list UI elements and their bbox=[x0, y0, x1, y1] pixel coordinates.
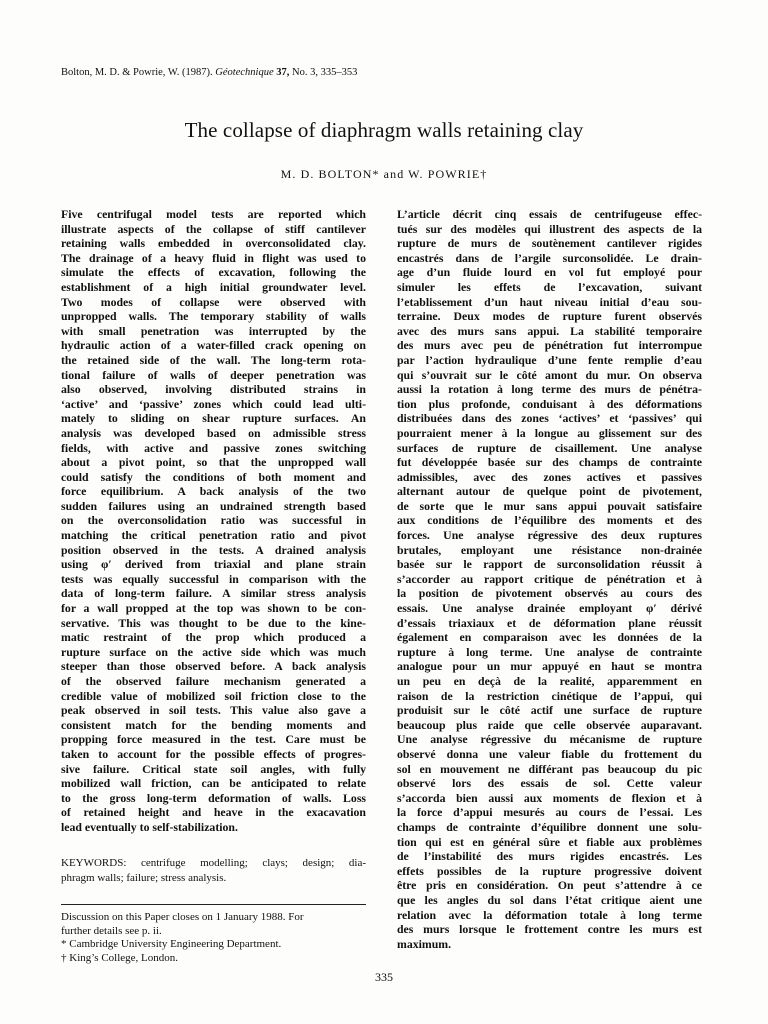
citation-journal: Géotechnique bbox=[215, 67, 274, 78]
abstract-fr-line: rupture à long terme. Une analyse de contrainte bbox=[397, 644, 702, 659]
abstract-fr-line: maximum. bbox=[397, 936, 452, 951]
abstract-fr-line: également en comparaison avec les données de la bbox=[397, 630, 702, 645]
abstract-en-line: of the observed failure mechanism generated a bbox=[61, 674, 366, 688]
abstract-fr-line: qui s’ouvrait sur le côté amont du mur. On observa bbox=[397, 367, 702, 382]
abstract-en-line: could satisfy the conditions of both moment and bbox=[61, 469, 366, 484]
abstract-fr-line: forces. Une analyse régressive des deux ruptures bbox=[397, 528, 702, 543]
abstract-fr-line: alternant autour de quelque point de pivotement, bbox=[397, 484, 702, 499]
paper-authors: M. D. BOLTON* and W. POWRIE† bbox=[280, 167, 488, 181]
abstract-en-line: of retained height and heave in the exacavation bbox=[61, 805, 366, 820]
abstract-fr-line: sol en mouvement ne différant pas beaucoup du pic bbox=[397, 761, 702, 776]
abstract-fr-line: d’essais triaxiaux et de déformation plane réussit bbox=[397, 615, 702, 630]
abstract-en-line: propping force measured in the test. Care must be bbox=[61, 732, 366, 747]
abstract-en-line: also observed, involving distributed strains in bbox=[61, 382, 366, 397]
abstract-en-line: illustrate aspects of the collapse of stiff cantilever bbox=[61, 221, 366, 236]
abstract-en-line: simulate the effects of excavation, following the bbox=[61, 265, 366, 280]
abstract-fr-line: aussi la rotation à long terme des murs de pénétra- bbox=[397, 382, 702, 397]
abstract-fr-line: être pris en considération. On peut s’attendre à ce bbox=[397, 878, 702, 893]
abstract-fr-line: fut développée basée sur des champs de contrainte bbox=[397, 455, 702, 470]
abstract-en-line: about a pivot point, so that the unpropped wall bbox=[61, 455, 366, 470]
abstract-en-line: taken to account for the possible effects of progres- bbox=[61, 746, 366, 761]
abstract-en-line: mately to sliding on shear rupture surfaces. An bbox=[61, 411, 366, 426]
abstract-en-line: peak observed in soil tests. This value also gave a bbox=[61, 703, 366, 718]
abstract-fr-line: distribuées dans des zones ‘actives’ et ‘passives’ qui bbox=[397, 411, 702, 426]
abstract-french bbox=[397, 207, 702, 951]
abstract-fr-line: tion qui est en général sûre et fiable aux problèmes bbox=[397, 834, 702, 849]
abstract-fr-line: analogue pour un mur appuyé en haut se montra bbox=[397, 659, 702, 674]
abstract-fr-line: aux conditions de l’équilibre des moments et des bbox=[397, 513, 702, 528]
abstract-english bbox=[61, 207, 366, 835]
abstract-fr-line: simuler les effets de l’excavation, suivant bbox=[397, 279, 702, 294]
abstract-fr-line: relation avec la déformation totale à long terme bbox=[397, 907, 702, 922]
abstract-en-line: steeper than those observed before. A back analysis bbox=[61, 659, 366, 674]
keywords-line: phragm walls; failure; stress analysis. bbox=[61, 872, 227, 884]
page-number: 335 bbox=[375, 970, 393, 984]
citation-header bbox=[61, 66, 701, 80]
abstract-en-line: the retained side of the wall. The long-term rota- bbox=[61, 352, 366, 367]
paper-title: The collapse of diaphragm walls retaining clay bbox=[184, 118, 584, 142]
abstract-en-line: on the overconsolidation ratio was successful in bbox=[61, 513, 366, 528]
abstract-fr-line: encastrés dans de l’argile surconsolidée. Le drain- bbox=[397, 250, 702, 265]
abstract-en-line: matching the critical penetration ratio and pivot bbox=[61, 528, 366, 543]
keywords bbox=[61, 856, 366, 886]
abstract-en-line: rupture surface on the active side which was much bbox=[61, 644, 366, 659]
abstract-en-line: using φ′ derived from triaxial and plane strain bbox=[61, 557, 366, 572]
abstract-fr-line: que les angles du sol dans l’état critique aient une bbox=[397, 892, 702, 907]
citation-prefix: Bolton, M. D. & Powrie, W. (1987). bbox=[61, 67, 216, 78]
abstract-fr-line: observé lors des essais de sol. Cette valeur bbox=[397, 776, 702, 791]
abstract-en-line: fields, with active and passive zones switching bbox=[61, 440, 366, 455]
abstract-fr-line: basée sur le rapport de surconsolidation réussit à bbox=[397, 557, 702, 572]
abstract-en-line: Two modes of collapse were observed with bbox=[61, 294, 366, 309]
abstract-en-line: The drainage of a heavy fluid in flight was used to bbox=[61, 250, 366, 265]
abstract-en-line: establishment of a high initial groundwater level. bbox=[61, 279, 366, 294]
abstract-fr-line: rupture de murs de soutènement cantilever rigides bbox=[397, 236, 702, 251]
citation-volume: 37, bbox=[276, 67, 290, 78]
abstract-en-line: unpropped walls. The temporary stability of walls bbox=[61, 309, 366, 324]
abstract-en-line: consistent match for the bending moments and bbox=[61, 717, 366, 732]
abstract-fr-line: beaucoup plus raide que celle observée auparavant. bbox=[397, 717, 702, 732]
abstract-fr-line: pourraient mener à la longue au glissement sur des bbox=[397, 425, 702, 440]
abstract-fr-line: raison de la restriction cinétique de l’appui, qui bbox=[397, 688, 702, 703]
abstract-fr-line: un peu en deçà de la realité, apparemment en bbox=[397, 674, 702, 688]
abstract-fr-line: par l’action hydraulique d’une fente remplie d’eau bbox=[397, 352, 702, 367]
abstract-fr-line: de sorte que le mur sans appui pouvait satisfaire bbox=[397, 498, 702, 513]
abstract-fr-line: s’accorder au rapport critique de pénétration et à bbox=[397, 571, 702, 586]
abstract-fr-line: brutales, employant une résistance non-drainée bbox=[397, 542, 702, 557]
abstract-fr-line: champs de contrainte d’équilibre donnent une solu- bbox=[397, 819, 702, 834]
footnotes-line: Discussion on this Paper closes on 1 January 1988. For bbox=[61, 911, 304, 923]
abstract-en-line: ‘active’ and ‘passive’ zones which could lead ulti- bbox=[61, 396, 366, 411]
abstract-fr-line: s’accorda bien aussi aux moments de flexion et à bbox=[397, 790, 702, 805]
abstract-en-line: credible value of mobilized soil friction close to the bbox=[61, 688, 366, 703]
abstract-fr-line: essais. Une analyse drainée employant φ′ dérivé bbox=[397, 601, 702, 616]
abstract-fr-line: age d’un fluide lourd en vol fut employé pour bbox=[397, 265, 702, 280]
abstract-en-line: hydraulic action of a water-filled crack opening on bbox=[61, 338, 366, 353]
abstract-fr-line: la force d’appui mesurés au cours de l’essai. Les bbox=[397, 805, 702, 820]
abstract-fr-line: tion plus profonde, conduisant à des déformations bbox=[397, 396, 702, 411]
abstract-fr-line: des murs lorsque le frottement contre les murs est bbox=[397, 922, 702, 937]
abstract-en-line: with small penetration was interrupted by the bbox=[61, 323, 366, 338]
abstract-en-line: tests was equally successful in comparison with the bbox=[61, 571, 366, 586]
abstract-en-line: mobilized wall friction, can be anticipated to relate bbox=[61, 776, 366, 791]
citation-suffix: No. 3, 335–353 bbox=[289, 67, 358, 78]
abstract-en-line: lead eventually to self-stabilization. bbox=[61, 819, 238, 834]
abstract-fr-line: L’article décrit cinq essais de centrifugeuse effec- bbox=[397, 207, 702, 221]
abstract-fr-line: de l’instabilité des murs rigides encastrés. Les bbox=[397, 849, 702, 864]
abstract-en-line: tional failure of walls of deeper penetration was bbox=[61, 367, 366, 382]
abstract-en-line: matic restraint of the prop which produced a bbox=[61, 630, 366, 645]
footnotes-line: * Cambridge University Engineering Department. bbox=[61, 938, 282, 950]
abstract-en-line: for a wall propped at the top was shown to be con- bbox=[61, 601, 366, 616]
abstract-en-line: servative. This was thought to be due to the kine- bbox=[61, 615, 366, 630]
abstract-fr-line: tués sur des modèles qui illustrent des aspects de la bbox=[397, 221, 702, 236]
abstract-fr-line: surfaces de rupture de cisaillement. Une analyse bbox=[397, 440, 702, 455]
abstract-en-line: position observed in the tests. A drained analysis bbox=[61, 542, 366, 557]
abstract-fr-line: admissibles, avec des zones actives et passives bbox=[397, 469, 702, 484]
abstract-fr-line: effets possibles de la rupture progressive doivent bbox=[397, 863, 702, 878]
footnotes bbox=[61, 904, 366, 965]
abstract-fr-line: l’etablissement d’un haut niveau initial d’eau sou- bbox=[397, 294, 702, 309]
abstract-fr-line: terraine. Deux modes de rupture furent observés bbox=[397, 309, 702, 324]
abstract-fr-line: produisit sur le côté actif une surface de rupture bbox=[397, 703, 702, 718]
keywords-line: KEYWORDS: centrifuge modelling; clays; design; dia- bbox=[61, 857, 366, 869]
abstract-en-line: data of long-term failure. A similar stress analysis bbox=[61, 586, 366, 601]
abstract-fr-line: des murs avec peu de pénétration fut interrompue bbox=[397, 338, 702, 353]
abstract-en-line: sive failure. Critical state soil angles, with fully bbox=[61, 761, 366, 776]
abstract-en-line: analysis was developed based on admissible stress bbox=[61, 425, 366, 440]
abstract-fr-line: Une analyse régressive du mécanisme de rupture bbox=[397, 732, 702, 747]
abstract-fr-line: la position de pivotement observés au cours des bbox=[397, 586, 702, 601]
abstract-en-line: force equilibrium. A back analysis of the two bbox=[61, 484, 366, 499]
abstract-en-line: sudden failures using an undrained strength based bbox=[61, 498, 366, 513]
abstract-en-line: retaining walls embedded in overconsolidated clay. bbox=[61, 236, 366, 251]
footnotes-line: further details see p. ii. bbox=[61, 924, 162, 937]
abstract-en-line: to the gross long-term deformation of walls. Loss bbox=[61, 790, 366, 805]
footnotes-line: † King’s College, London. bbox=[61, 951, 179, 964]
abstract-fr-line: observé donna une valeur fiable du frottement du bbox=[397, 746, 702, 761]
abstract-fr-line: avec des murs sans appui. La stabilité temporaire bbox=[397, 323, 702, 338]
abstract-en-line: Five centrifugal model tests are reported which bbox=[61, 207, 366, 221]
